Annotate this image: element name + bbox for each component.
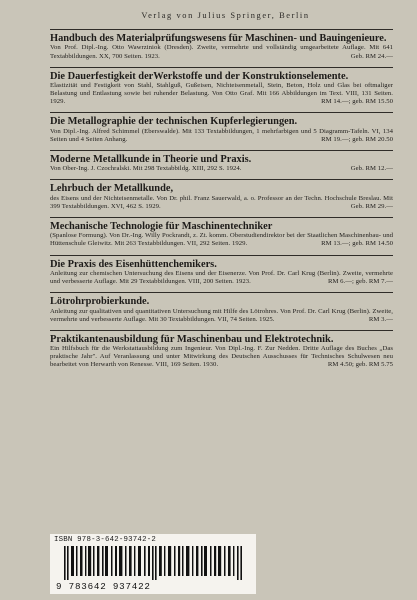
entry-details: Anleitung zur chemischen Untersuchung des Eisens und der Eisenerze. Von Prof. Dr. Carl Krug (Berlin). Zweite, vermehrte und verbesserte Auflage. Mit 29 Textabbildungen. VIII, 200 Seiten. 1923. — [50, 269, 393, 286]
isbn-number: ISBN 978-3-642-93742-2 — [54, 536, 156, 544]
entry-title: Mechanische Technologie für Maschinentechniker — [50, 220, 273, 232]
catalog-entry — [50, 179, 393, 211]
entry-description — [50, 270, 393, 286]
entry-price: RM 3.— — [368, 315, 393, 323]
catalog-entry — [50, 29, 393, 61]
entry-title: Die Dauerfestigkeit derWerkstoffe und der Konstruktionselemente. — [50, 70, 349, 82]
entry-details: Von Dipl.-Ing. Alfred Schimmel (Eberswalde). Mit 133 Textabbildungen, 1 mehrfarbigen und 5 Diagramm-Tafeln. VI, 134 Seiten und 4 Seiten Anhang. — [50, 127, 393, 143]
catalog-entry — [50, 217, 393, 249]
entry-description — [50, 82, 393, 106]
entry-price: RM 4.50; geb. RM 5.75 — [327, 361, 393, 369]
entry-description — [50, 345, 393, 369]
entry-price: Geb. RM 29.— — [350, 202, 393, 210]
isbn-barcode-label — [50, 534, 256, 594]
catalog-entry — [50, 255, 393, 287]
barcode-icon — [64, 546, 244, 580]
entry-price: Geb. RM 24.— — [350, 52, 393, 60]
catalog-entry — [50, 292, 393, 324]
catalog-entry — [50, 112, 393, 144]
entry-title: Praktikantenausbildung für Maschinenbau und Elektrotechnik. — [50, 333, 334, 345]
entry-description — [50, 308, 393, 324]
entry-details: des Eisens und der Nichteisenmetalle. Von Dr. phil. Franz Sauerwald, a. o. Professor an der Techn. Hochschule Breslau. Mit 399 Textabbildungen. XVI, 462 S. 1929. — [50, 194, 393, 210]
entry-details: (Spanlose Formung). Von Dr.-Ing. Willy Pockrandt, z. Zt. komm. Oberstudiendirektor bei der Staatlichen Maschinenbau- und Hüttenschule Gleiwitz. Mit 263 Textabbildungen. VII, 292 Seiten. 1929. — [50, 232, 393, 248]
entry-details: Ein Hilfsbuch für die Werkstattausbildung zum Ingenieur. Von Dipl.-Ing. F. Zur Nedden. Dritte Auflage des Buches „Das praktische Jahr". Auf Veranlassung und unter Mitwirkung des Deutschen Ausschusses für Technisches Schulwesen neu bearbeitet von Herwarth von Renesse. VIII, 169 Seiten. 1930. — [50, 345, 393, 369]
entry-price: RM 6.—; geb. RM 7.— — [327, 278, 393, 286]
entry-details: Von Prof. Dipl.-Ing. Otto Wawrziniok (Dresden). Zweite, vermehrte und vollständig umgearbeitete Auflage. Mit 641 Textabbildungen. XX, 700 Seiten. 1923. — [50, 44, 393, 60]
entry-description — [50, 128, 393, 144]
entry-price: Geb. RM 12.— — [350, 165, 393, 173]
catalog-entry — [50, 330, 393, 370]
entry-title: Lötrohrprobierkunde. — [50, 296, 150, 308]
entry-details: Elastizität und Festigkeit von Stahl, Stahlguß, Gußeisen, Nichteisenmetall, Stein, Beton, Holz und Glas bei oftmaliger Belastung und Entlastung sowie bei ruhender Belastung. Von Otto Graf. Mit 166 Abbildungen im Text. VIII, 131 Seiten. 1929. — [50, 82, 393, 106]
entry-title: Moderne Metallkunde in Theorie und Praxis. — [50, 153, 252, 165]
entry-title: Die Praxis des Eisenhüttenchemikers. — [50, 258, 217, 270]
catalog-entry — [50, 67, 393, 107]
entry-title: Die Metallographie der technischen Kupferlegierungen. — [50, 116, 298, 128]
entry-title: Handbuch des Materialprüfungswesens für Maschinen- und Bauingenieure. — [50, 33, 387, 44]
publisher-header: Verlag von Julius Springer, Berlin — [141, 11, 310, 20]
entry-details: Anleitung zur qualitativen und quantitativen Untersuchung mit Hilfe des Lötrohres. Von Prof. Dr. Carl Krug (Berlin). Zweite, vermehrte und verbesserte Auflage. Mit 30 Textabbildungen. VII, 74 Seiten. 1925. — [50, 307, 393, 323]
entry-description — [50, 232, 393, 248]
entry-title: Lehrbuch der Metallkunde, — [50, 183, 174, 195]
entry-description — [50, 165, 393, 173]
entry-description — [50, 195, 393, 211]
entry-price: RM 19.—; geb. RM 20.50 — [321, 135, 393, 143]
barcode-digits: 9 783642 937422 — [56, 581, 151, 592]
entry-price: RM 13.—; geb. RM 14.50 — [321, 240, 393, 248]
catalog-entry — [50, 150, 393, 174]
entry-description — [50, 44, 393, 60]
entry-details: Von Ober-Ing. J. Czochralski. Mit 298 Textabbildg. XIII, 292 S. 1924. — [50, 165, 242, 173]
entry-price: RM 14.—; geb. RM 15.50 — [321, 98, 393, 106]
